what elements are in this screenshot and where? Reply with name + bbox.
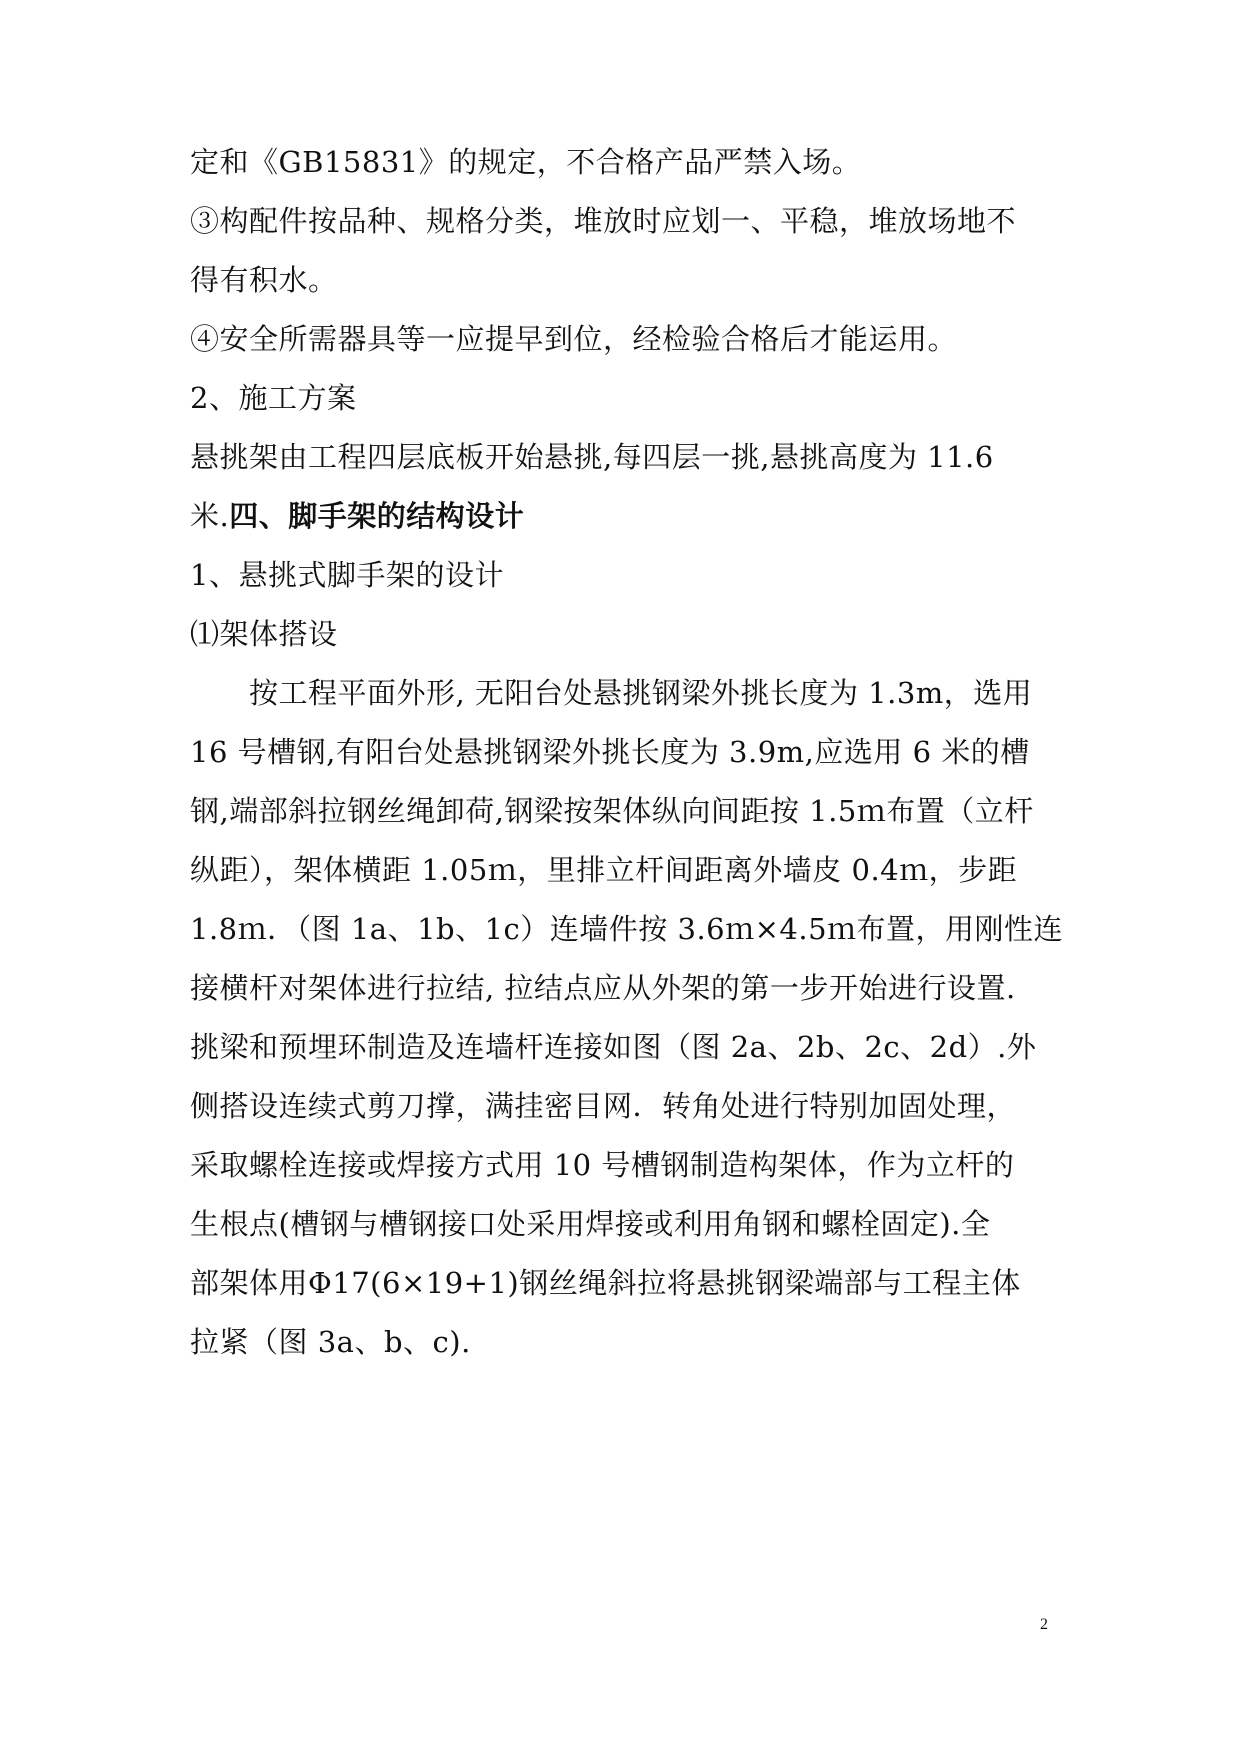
text-line: 得有积水。: [190, 263, 338, 297]
paragraph-line: 1.8ｍ．（图 1a、1b、1c）连墙件按 3.6ｍ×4.5ｍ布置，用刚性连: [190, 912, 1064, 946]
paragraph-line: 钢,端部斜拉钢丝绳卸荷,钢梁按架体纵向间距按 1.5ｍ布置（立杆: [190, 794, 1034, 828]
subsection-title: ⑴架体搭设: [190, 617, 338, 651]
text-line: 悬挑架由工程四层底板开始悬挑,每四层一挑,悬挑高度为 11.6: [190, 440, 994, 474]
text-line: ④安全所需器具等一应提早到位，经检验合格后才能运用。: [190, 322, 958, 356]
paragraph-line: 部架体用Φ17(6×19+1)钢丝绳斜拉将悬挑钢梁端部与工程主体: [190, 1266, 1021, 1300]
paragraph-line: 16 号槽钢,有阳台处悬挑钢梁外挑长度为 3.9m,应选用 6 米的槽: [190, 735, 1030, 769]
heading-line: [190, 496, 1070, 536]
paragraph-line: 拉紧（图 3a、b、c).: [190, 1325, 471, 1359]
section-title: 1、悬挑式脚手架的设计: [190, 558, 504, 592]
paragraph-line: 侧搭设连续式剪刀撑，满挂密目网．转角处进行特别加固处理，: [190, 1089, 1017, 1123]
paragraph-line: 生根点(槽钢与槽钢接口处采用焊接或利用角钢和螺栓固定).全: [190, 1207, 991, 1241]
paragraph-line: 纵距），架体横距 1.05ｍ，里排立杆间距离外墙皮 0.4ｍ，步距: [190, 853, 1018, 887]
paragraph-line: 按工程平面外形, 无阳台处悬挑钢梁外挑长度为 1.3m，选用: [190, 676, 1033, 710]
section-heading: 2、施工方案: [190, 381, 357, 415]
text-line: 定和《GB15831》的规定，不合格产品严禁入场。: [190, 145, 862, 179]
text-line: ③构配件按品种、规格分类，堆放时应划一、平稳，堆放场地不: [190, 204, 1017, 238]
line-prefix: 米.: [190, 499, 230, 533]
paragraph-line: 接横杆对架体进行拉结, 拉结点应从外架的第一步开始进行设置.: [190, 971, 1016, 1005]
page-number: 2: [1040, 1616, 1048, 1633]
paragraph-line: 挑梁和预埋环制造及连墙杆连接如图（图 2a、2b、2c、2d）.外: [190, 1030, 1037, 1064]
chapter-heading: 四、脚手架的结构设计: [229, 499, 525, 533]
paragraph-line: 采取螺栓连接或焊接方式用 10 号槽钢制造构架体，作为立杆的: [190, 1148, 1015, 1182]
